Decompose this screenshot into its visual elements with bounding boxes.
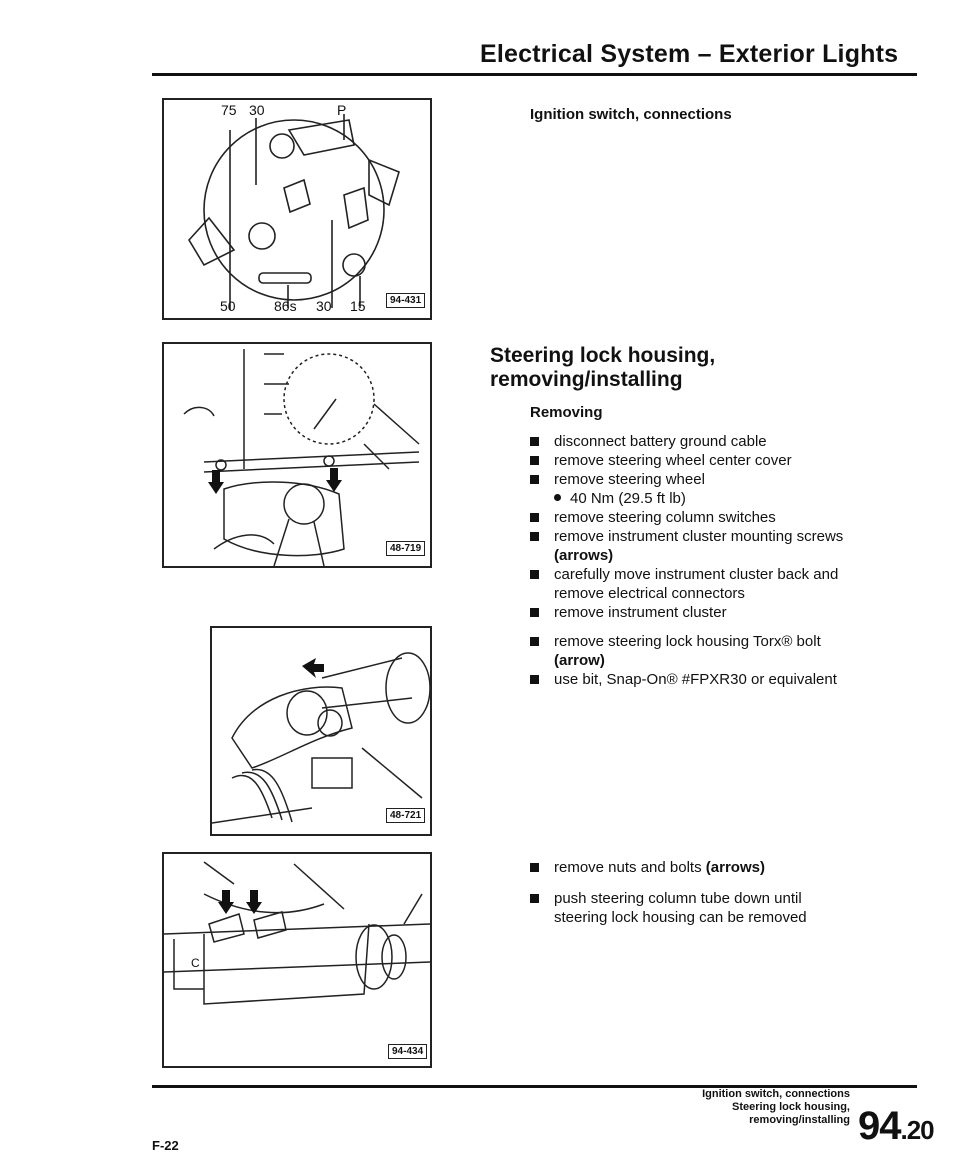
section-steering-title <box>490 344 910 392</box>
list-item: remove steering lock housing Torx® bolt <box>530 632 920 651</box>
arrow-note: (arrow) <box>554 652 605 669</box>
list-item: remove instrument cluster mounting screws <box>530 527 920 546</box>
subheading-removing: Removing <box>530 404 603 421</box>
figure-steering-lock-bolt <box>210 626 432 836</box>
section-number <box>858 1104 934 1149</box>
terminal-75-label: 75 <box>221 102 237 118</box>
terminal-15-label: 15 <box>350 298 366 314</box>
list-item: disconnect battery ground cable <box>530 432 920 451</box>
footer-index-line3: removing/installing <box>749 1114 850 1126</box>
bullet-dot <box>554 494 561 501</box>
instrument-cluster-drawing <box>164 344 430 566</box>
list-item-spec <box>530 489 920 508</box>
section-ignition-title: Ignition switch, connections <box>530 106 732 123</box>
list-item-continuation <box>530 546 920 565</box>
section-number-minor: .20 <box>900 1115 934 1145</box>
header-rule <box>152 73 917 76</box>
terminal-30b-label: 30 <box>316 298 332 314</box>
steps-list-b <box>530 632 920 689</box>
figure-instrument-cluster <box>162 342 432 568</box>
section-number-major: 94 <box>858 1104 901 1148</box>
ignition-switch-drawing <box>164 100 430 318</box>
section-steering-title-line2: removing/installing <box>490 368 683 391</box>
list-item: remove steering wheel center cover <box>530 451 920 470</box>
page-number: F-22 <box>152 1138 179 1153</box>
column-nuts-bolts-drawing <box>164 854 430 1066</box>
list-item-continuation: steering lock housing can be removed <box>554 909 807 926</box>
page-title: Electrical System – Exterior Lights <box>480 40 899 68</box>
footer-index-line1: Ignition switch, connections <box>702 1088 850 1100</box>
figure-code: 94-434 <box>388 1044 427 1059</box>
list-item: carefully move instrument cluster back and <box>530 565 920 584</box>
figure-code: 48-721 <box>386 808 425 823</box>
section-steering-title-line1: Steering lock housing, <box>490 344 716 367</box>
figure-code: 94-431 <box>386 293 425 308</box>
list-item <box>530 858 920 877</box>
figure-label-c: C <box>191 956 200 970</box>
footer-index <box>702 1088 850 1127</box>
step-text: remove nuts and bolts <box>554 859 702 876</box>
figure-code: 48-719 <box>386 541 425 556</box>
steps-list-c <box>530 858 920 927</box>
footer-index-line2: Steering lock housing, <box>732 1101 850 1113</box>
terminal-p-label: P <box>337 102 347 118</box>
list-item-continuation: remove electrical connectors <box>554 585 745 602</box>
terminal-86s-label: 86s <box>274 298 297 314</box>
steering-lock-bolt-drawing <box>212 628 430 834</box>
list-item: remove steering wheel <box>530 470 920 489</box>
terminal-50-label: 50 <box>220 298 236 314</box>
list-item: remove instrument cluster <box>530 603 920 622</box>
list-item: remove steering column switches <box>530 508 920 527</box>
figure-ignition-switch <box>162 98 432 320</box>
arrows-note: (arrows) <box>554 547 614 564</box>
list-item-continuation <box>530 651 920 670</box>
steps-list-a <box>530 432 920 622</box>
terminal-30-label: 30 <box>249 102 265 118</box>
torque-spec: 40 Nm (29.5 ft lb) <box>570 490 686 507</box>
figure-column-nuts-bolts <box>162 852 432 1068</box>
section-steering <box>490 344 910 392</box>
list-item: use bit, Snap-On® #FPXR30 or equivalent <box>530 670 920 689</box>
arrows-note: (arrows) <box>705 859 765 876</box>
list-item: push steering column tube down until <box>530 889 920 908</box>
